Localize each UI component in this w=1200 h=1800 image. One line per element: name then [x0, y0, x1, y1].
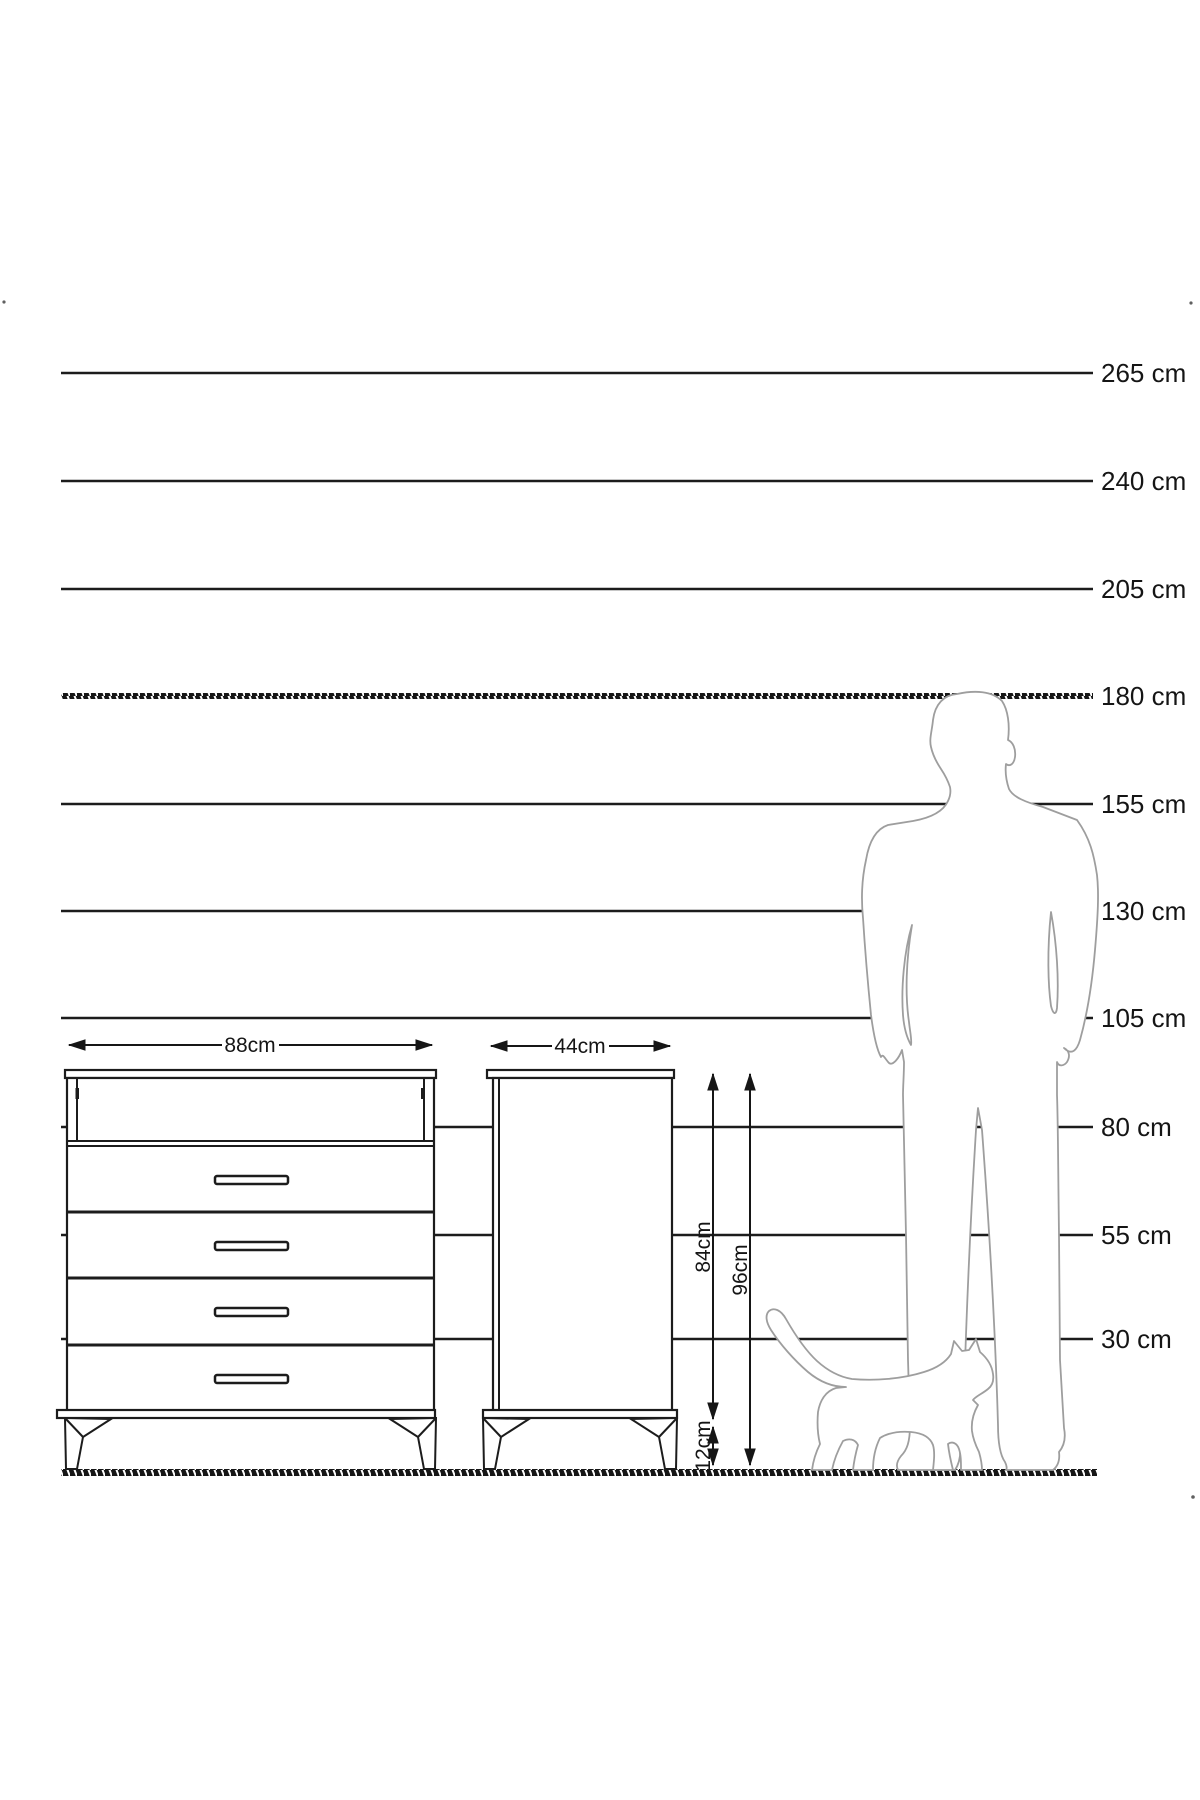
- drawer-handle-4: [215, 1375, 288, 1383]
- front-top-slab: [65, 1070, 436, 1078]
- scale-label: 265 cm: [1101, 358, 1187, 388]
- front-width-label: 88cm: [224, 1034, 276, 1057]
- scale-label: 80 cm: [1101, 1112, 1172, 1142]
- drawer-handle-3: [215, 1308, 288, 1316]
- scale-label: 155 cm: [1101, 789, 1187, 819]
- side-legs: [483, 1418, 677, 1469]
- front-plinth: [57, 1410, 435, 1418]
- scale-label: 30 cm: [1101, 1324, 1172, 1354]
- body-height-label: 84cm: [692, 1221, 715, 1273]
- scale-label: 55 cm: [1101, 1220, 1172, 1250]
- shelf-pin-right: [421, 1088, 425, 1099]
- side-top-slab: [487, 1070, 674, 1078]
- scale-label: 240 cm: [1101, 466, 1187, 496]
- front-legs: [65, 1418, 436, 1469]
- shelf-pin-left: [76, 1088, 80, 1099]
- scale-label: 205 cm: [1101, 574, 1187, 604]
- side-plinth: [483, 1410, 677, 1418]
- side-depth-label: 44cm: [554, 1035, 606, 1058]
- drawer-handle-1: [215, 1176, 288, 1184]
- total-height-label: 96cm: [729, 1244, 752, 1296]
- leg-height-label: 12cm: [692, 1420, 715, 1472]
- scale-label: 180 cm: [1101, 681, 1187, 711]
- scale-label: 105 cm: [1101, 1003, 1187, 1033]
- side-body: [493, 1078, 672, 1412]
- scale-line-hatched: [61, 693, 1093, 699]
- dresser-side-view: [483, 1070, 677, 1469]
- scale-label: 130 cm: [1101, 896, 1187, 926]
- drawer-handle-2: [215, 1242, 288, 1250]
- dresser-front-view: [57, 1070, 436, 1469]
